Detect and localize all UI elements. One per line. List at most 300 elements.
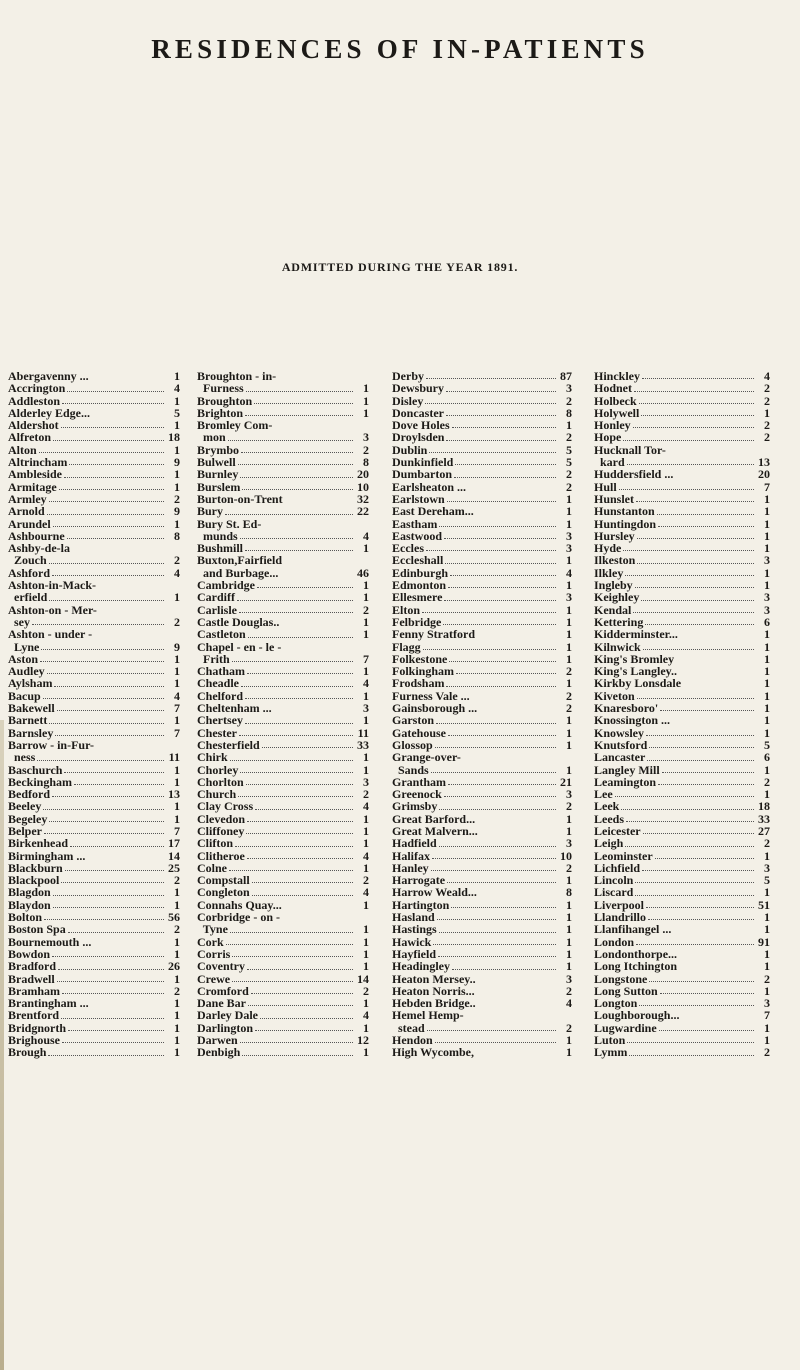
dot-leader [232,956,353,957]
residence-entry [594,751,770,763]
dot-leader [239,612,353,613]
place-name: Birmingham ... [8,848,86,863]
patient-count: 1 [363,713,369,728]
residence-entry [8,382,180,394]
patient-count: 10 [357,479,369,494]
patient-count: 4 [363,848,369,863]
dot-leader [246,833,353,834]
dot-leader [444,600,556,601]
place-name: Brymbo [197,442,239,457]
residence-entry-heading [392,1009,572,1021]
place-name: mon [197,430,226,445]
residence-entry [8,960,180,972]
patient-count: 11 [357,725,369,740]
dot-leader [636,944,754,945]
dot-leader [251,993,353,994]
residence-entry [594,973,770,985]
place-name: Hunslet [594,491,635,506]
place-name: Greenock [392,787,442,802]
patient-count: 1 [764,565,770,580]
patient-count: 1 [363,578,369,593]
dot-leader [246,784,353,785]
patient-count: 2 [566,688,572,703]
dot-leader [252,882,353,883]
patient-count: 2 [363,787,369,802]
place-name: Lancaster [594,750,646,765]
residence-entry [8,468,180,480]
residence-entry [594,468,770,480]
place-name: Liverpool [594,897,644,912]
dot-leader [439,526,556,527]
dot-leader [454,477,556,478]
patient-count: 1 [764,725,770,740]
dot-leader [245,415,353,416]
place-name: Derby [392,369,424,383]
patient-count: 1 [174,897,180,912]
dot-leader [619,489,754,490]
patient-count: 1 [764,1033,770,1048]
patient-count: 1 [174,479,180,494]
patient-count: 1 [174,516,180,531]
residence-entry-heading [197,641,369,653]
patient-count: 9 [174,455,180,470]
patient-count: 2 [363,442,369,457]
patient-count: 18 [758,799,770,814]
place-name: Bromley Com- [197,418,273,433]
dot-leader [649,747,754,748]
patient-count: 1 [363,381,369,396]
patient-count: 1 [566,553,572,568]
dot-leader [438,956,556,957]
place-name: Broughton - in- [197,369,277,383]
patient-count: 1 [566,713,572,728]
residence-entry [594,505,770,517]
patient-count: 1 [363,405,369,420]
place-name: erfield [8,590,48,605]
patient-count: 2 [764,430,770,445]
dot-leader [427,1030,556,1031]
place-name: Hunstanton [594,504,655,519]
place-name: Hucknall Tor- [594,442,666,457]
patient-count: 4 [174,565,180,580]
dot-leader [247,821,353,822]
place-name: Longstone [594,971,648,986]
dot-leader [247,858,353,859]
place-name: Doncaster [392,405,444,420]
place-name: Droylsden [392,430,445,445]
place-name: Blackburn [8,860,63,875]
place-name: Edmonton [392,578,447,593]
patient-count: 2 [363,602,369,617]
patient-count: 1 [363,688,369,703]
residence-entry-heading [8,628,180,640]
dot-leader [52,575,164,576]
dot-leader [448,587,556,588]
dot-leader [240,538,353,539]
patient-count: 7 [363,651,369,666]
patient-count: 13 [168,787,180,802]
place-name: Ashton-on - Mer- [8,602,97,617]
dot-leader [248,1005,353,1006]
place-name: Clay Cross [197,799,254,814]
place-name: Honley [594,418,631,433]
place-name: Corris [197,946,231,961]
patient-count: 1 [566,1033,572,1048]
patient-count: 14 [168,848,180,863]
patient-count: 13 [758,455,770,470]
place-name: Earlsheaton ... [392,479,467,494]
place-name: Bowdon [8,946,51,961]
patient-count: 1 [764,701,770,716]
place-name: Cliffoney [197,823,245,838]
residence-entry [8,1009,180,1021]
place-name: Burnley [197,467,239,482]
dot-leader [247,969,353,970]
patient-count: 1 [566,910,572,925]
dot-leader [61,1018,164,1019]
residence-entry-heading [8,604,180,616]
patient-count: 1 [566,639,572,654]
patient-count: 1 [764,762,770,777]
patient-count: 8 [363,455,369,470]
dot-leader [641,415,754,416]
patient-count: 1 [174,1008,180,1023]
patient-count: 9 [174,504,180,519]
dot-leader [228,440,353,441]
place-name: Leicester [594,823,641,838]
dot-leader [445,563,556,564]
patient-count: 1 [764,578,770,593]
dot-leader [53,526,164,527]
place-name: ness [8,750,36,765]
patient-count: 32 [357,491,369,506]
residence-entry [197,751,369,763]
residence-entry-heading [197,518,369,530]
patient-count: 33 [357,737,369,752]
place-name: Knutsford [594,737,648,752]
place-name: Leek [594,799,620,814]
place-name: Dumbarton [392,467,453,482]
dot-leader [433,944,556,945]
patient-count: 2 [174,553,180,568]
patient-count: 1 [566,725,572,740]
dot-leader [53,895,164,896]
dot-leader [48,1055,164,1056]
place-name: Lincoln [594,873,634,888]
patient-count: 1 [764,983,770,998]
dot-leader [68,932,164,933]
place-name: Tyne [197,922,228,937]
patient-count: 1 [174,676,180,691]
place-name: Ellesmere [392,590,443,605]
dot-leader [660,993,754,994]
dot-leader [659,1030,754,1031]
dot-leader [67,538,164,539]
patient-count: 2 [566,467,572,482]
dot-leader [633,427,754,428]
dot-leader [40,661,164,662]
dot-leader [633,612,754,613]
patient-count: 4 [363,799,369,814]
dot-leader [431,870,556,871]
patient-count: 1 [363,996,369,1011]
dot-leader [62,993,164,994]
patient-count: 1 [764,405,770,420]
residence-entry [8,641,180,653]
patient-count: 56 [168,910,180,925]
place-name: Brighouse [8,1033,61,1048]
place-name: Disley [392,393,424,408]
place-name: Aldershot [8,418,59,433]
dot-leader [443,624,556,625]
place-name: Beeley [8,799,42,814]
dot-leader [660,710,754,711]
dot-leader [257,587,353,588]
dot-leader [643,833,754,834]
patient-count: 1 [174,418,180,433]
patient-count: 1 [363,836,369,851]
place-name: Brantingham ... [8,996,89,1011]
residence-entry [197,837,369,849]
residence-entry [594,837,770,849]
patient-count: 1 [566,946,572,961]
dot-leader [635,882,754,883]
residence-entry [392,677,572,689]
patient-count: 8 [566,885,572,900]
dot-leader [61,882,164,883]
place-name: Dewsbury [392,381,445,396]
dot-leader [57,981,164,982]
residence-entry [392,641,572,653]
place-name: Cheadle [197,676,239,691]
dot-leader [426,378,556,379]
place-name: Hadfield [392,836,437,851]
patient-count: 1 [764,516,770,531]
place-name: Grantham [392,774,446,789]
dot-leader [37,760,164,761]
patient-count: 1 [764,787,770,802]
place-name: Belper [8,823,42,838]
place-name: Holbeck [594,393,637,408]
dot-leader [439,809,556,810]
place-name: Ashton-in-Mack- [8,578,97,593]
dot-leader [641,600,754,601]
patient-count: 1 [363,590,369,605]
patient-count: 6 [764,750,770,765]
place-name: Felbridge [392,614,442,629]
dot-leader [245,550,353,551]
dot-leader [635,587,754,588]
place-name: Frodsham [392,676,445,691]
patient-count: 3 [566,381,572,396]
residence-entry [392,973,572,985]
patient-count: 1 [363,541,369,556]
patient-count: 4 [566,565,572,580]
dot-leader [55,735,164,736]
dot-leader [634,391,754,392]
dot-leader [62,403,164,404]
place-name: Darlington [197,1020,254,1035]
place-name: Bulwell [197,455,236,470]
patient-count: 3 [566,541,572,556]
place-name: kard [594,455,625,470]
patient-count: 33 [758,811,770,826]
residence-entry [594,1009,770,1021]
patient-count: 1 [363,922,369,937]
residence-entry [594,800,770,812]
patient-count: 5 [764,737,770,752]
dot-leader [629,1055,754,1056]
place-name: Huntingdon [594,516,657,531]
dot-leader [637,698,754,699]
dot-leader [447,501,556,502]
patient-count: 3 [764,553,770,568]
place-name: Hyde [594,541,622,556]
dot-leader [446,686,556,687]
dot-leader [47,514,164,515]
dot-leader [68,1030,164,1031]
place-name: Bradwell [8,971,55,986]
patient-count: 5 [764,873,770,888]
place-name: Denbigh [197,1045,241,1060]
place-name: Knowsley [594,725,645,740]
place-name: Hebden Bridge.. [392,996,476,1011]
dot-leader [252,895,353,896]
patient-count: 1 [363,860,369,875]
dot-leader [59,489,164,490]
dot-leader [49,723,164,724]
place-name: Kiveton [594,688,635,703]
place-name: Folkingham [392,664,455,679]
place-name: Headingley [392,959,451,974]
dot-leader [435,747,556,748]
residence-entry [197,886,369,898]
residence-column-4 [594,370,770,1059]
patient-count: 2 [174,614,180,629]
patient-count: 11 [168,750,180,765]
place-name: Leigh [594,836,624,851]
dot-leader [43,698,164,699]
place-name: Coventry [197,959,245,974]
place-name: Glossop [392,737,433,752]
place-name: Hayfield [392,946,436,961]
dot-leader [67,391,164,392]
residence-entry [594,776,770,788]
patient-count: 1 [566,614,572,629]
patient-count: 1 [363,627,369,642]
place-name: Leamington [594,774,657,789]
place-name: Clitheroe [197,848,245,863]
dot-leader [431,772,556,773]
place-name: Elton [392,602,421,617]
patient-count: 2 [174,491,180,506]
dot-leader [238,464,353,465]
patient-count: 2 [566,479,572,494]
residence-entry [8,518,180,530]
residence-entry [392,960,572,972]
patient-count: 1 [566,504,572,519]
patient-count: 1 [174,664,180,679]
dot-leader [58,969,164,970]
dot-leader [439,846,556,847]
patient-count: 1 [764,528,770,543]
dot-leader [646,735,754,736]
residence-entry [197,800,369,812]
dot-leader [435,1042,556,1043]
residence-entry [594,764,770,776]
dot-leader [649,981,754,982]
residence-entry [197,973,369,985]
dot-leader [432,858,556,859]
patient-count: 1 [174,713,180,728]
dot-leader [643,649,754,650]
place-name: Huddersfield ... [594,467,674,482]
dot-leader [43,809,164,810]
dot-leader [444,538,556,539]
place-name: Barnett [8,713,48,728]
place-name: Eccleshall [392,553,444,568]
place-name: Alton [8,442,37,457]
patient-count: 1 [363,1020,369,1035]
dot-leader [645,624,754,625]
dot-leader [448,735,556,736]
patient-count: 7 [764,1008,770,1023]
patient-count: 2 [566,393,572,408]
place-name: Knossington ... [594,713,671,728]
place-name: Castle Douglas.. [197,614,280,629]
place-name: Church [197,787,237,802]
place-name: Ambleside [8,467,62,482]
place-name: Lee [594,787,613,802]
place-name: Brighton [197,405,244,420]
patient-count: 2 [363,873,369,888]
place-name: Kirkby Lonsdale [594,676,682,691]
patient-count: 10 [560,848,572,863]
place-name: Chorlton [197,774,244,789]
place-name: Fenny Stratford [392,627,475,642]
place-name: Leominster [594,848,653,863]
patient-count: 1 [566,516,572,531]
patient-count: 3 [764,996,770,1011]
place-name: Bacup [8,688,41,703]
place-name: Gainsborough ... [392,701,478,716]
dot-leader [456,673,556,674]
place-name: Garston [392,713,434,728]
place-name: Clifton [197,836,233,851]
dot-leader [452,969,556,970]
patient-count: 1 [764,910,770,925]
place-name: Grimsby [392,799,438,814]
place-name: and Burbage... [197,565,279,580]
patient-count: 1 [174,811,180,826]
dot-leader [254,403,353,404]
dot-leader [423,649,556,650]
residence-entry [392,431,572,443]
dot-leader [240,1042,353,1043]
patient-count: 3 [363,774,369,789]
residence-entry [594,431,770,443]
place-name: Arnold [8,504,45,519]
patient-count: 20 [357,467,369,482]
patient-count: 8 [566,405,572,420]
residence-entry [197,431,369,443]
residence-entry [392,714,572,726]
patient-count: 20 [758,467,770,482]
residence-entry [392,800,572,812]
patient-count: 1 [174,393,180,408]
dot-leader [248,637,353,638]
patient-count: 5 [566,442,572,457]
